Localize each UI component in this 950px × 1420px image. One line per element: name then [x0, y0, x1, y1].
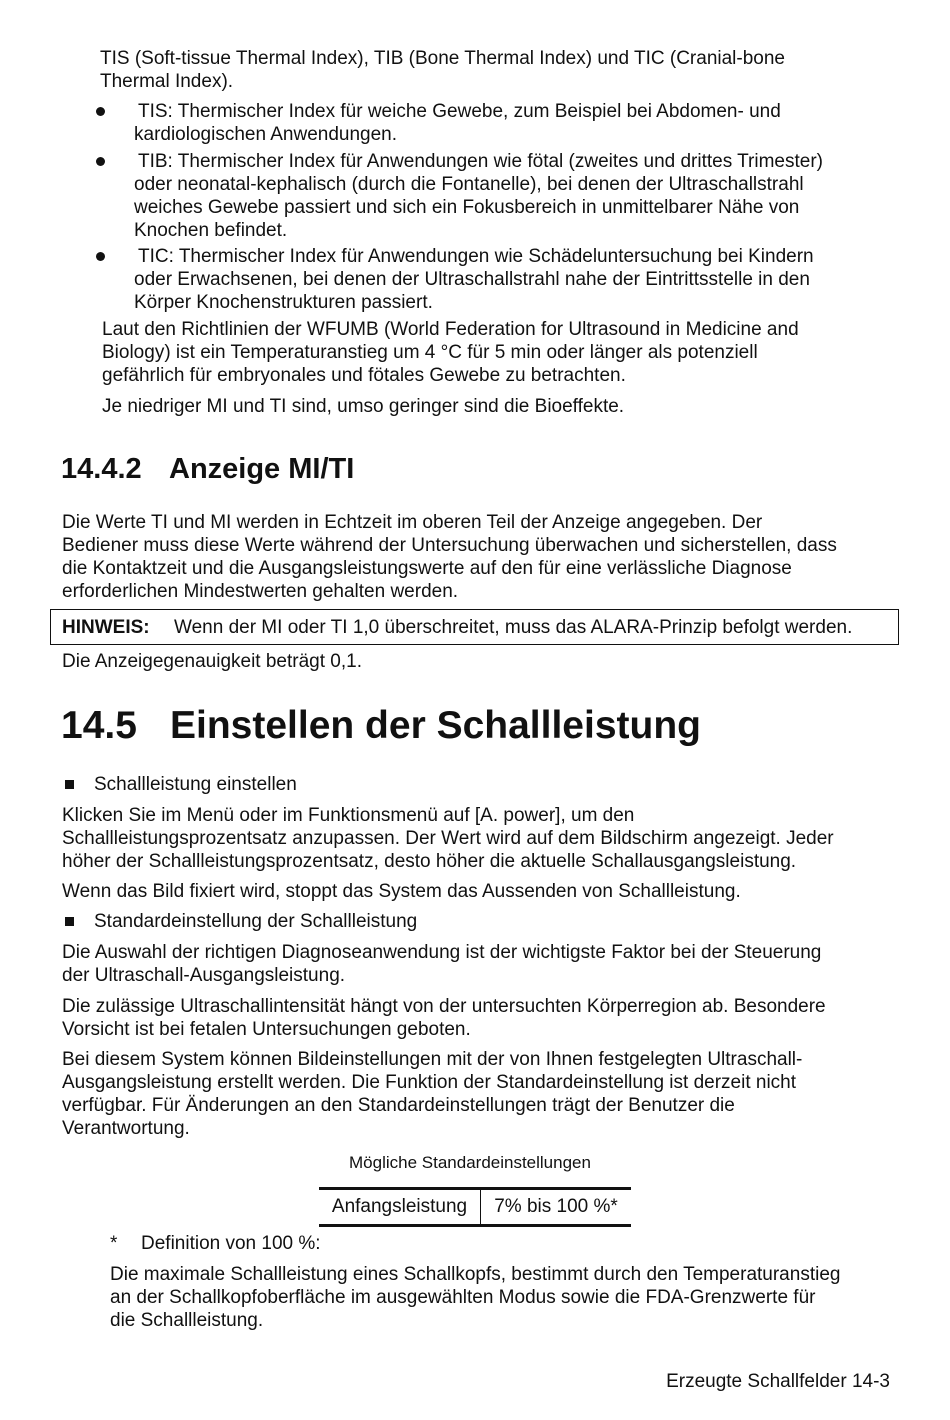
- table-cell-label: Anfangsleistung: [319, 1190, 481, 1224]
- text-line: gefährlich für embryonales und fötales Gewebe zu betrachten.: [102, 365, 626, 386]
- bioeffect-paragraph: Je niedriger MI und TI sind, umso geringer sind die Bioeffekte.: [102, 396, 625, 417]
- section-title: Einstellen der Schallleistung: [170, 704, 701, 747]
- text-line: die Kontaktzeit und die Ausgangsleistungswerte auf den für eine verlässliche Diagnose: [62, 558, 792, 579]
- bullet-item-tib: [134, 150, 823, 242]
- section-title: Anzeige MI/TI: [169, 453, 355, 485]
- text-line: TIS (Soft-tissue Thermal Index), TIB (Bone Thermal Index) und TIC (Cranial-bone: [100, 48, 785, 69]
- freeze-paragraph: Wenn das Bild fixiert wird, stoppt das System das Aussenden von Schallleistung.: [62, 881, 741, 902]
- section-heading-14-5: [61, 704, 701, 748]
- intro-paragraph: [100, 47, 785, 93]
- diagnosis-paragraph: [62, 941, 821, 987]
- text-line: höher der Schallleistungsprozentsatz, desto höher die aktuelle Schallausgangsleistung.: [62, 851, 797, 872]
- bullet-item-tic: [134, 245, 814, 314]
- text-line: TIC: Thermischer Index für Anwendungen wie Schädeluntersuchung bei Kindern: [138, 246, 814, 267]
- section-heading-14-4-2: [61, 452, 354, 486]
- text-line: Die Auswahl der richtigen Diagnoseanwendung ist der wichtigste Faktor bei der Steuerung: [62, 942, 822, 963]
- text-line: Vorsicht ist bei fetalen Untersuchungen geboten.: [62, 1019, 471, 1040]
- section-number: 14.4.2: [61, 453, 142, 485]
- bullet-dot-icon: [96, 107, 105, 116]
- wfumb-paragraph: [102, 318, 799, 387]
- text-line: TIB: Thermischer Index für Anwendungen wie fötal (zweites und drittes Trimester): [138, 151, 824, 172]
- subheading-standardeinstellung: Standardeinstellung der Schallleistung: [94, 911, 418, 932]
- power-adjust-paragraph: [62, 804, 834, 873]
- footnote-marker: *: [110, 1233, 118, 1254]
- text-line: Bei diesem System können Bildeinstellungen mit der von Ihnen festgelegten Ultraschall-: [62, 1049, 803, 1070]
- table-caption: Mögliche Standardeinstellungen: [349, 1153, 591, 1172]
- text-line: oder Erwachsenen, bei denen der Ultraschallstrahl nahe der Eintrittsstelle in den: [134, 269, 810, 290]
- mi-ti-display-paragraph: [62, 511, 837, 603]
- table-cell-value: 7% bis 100 %*: [494, 1196, 618, 1217]
- square-bullet-icon: [65, 917, 74, 926]
- text-line: Biology) ist ein Temperaturanstieg um 4 °C für 5 min oder länger als potenziell: [102, 342, 758, 363]
- bullet-dot-icon: [96, 252, 105, 261]
- text-line: Die Werte TI und MI werden in Echtzeit im oberen Teil der Anzeige angegeben. Der: [62, 512, 763, 533]
- text-line: verfügbar. Für Änderungen an den Standardeinstellungen trägt der Benutzer die: [62, 1095, 735, 1116]
- text-line: die Schallleistung.: [110, 1310, 264, 1331]
- text-line: der Ultraschall-Ausgangsleistung.: [62, 965, 346, 986]
- text-line: Die zulässige Ultraschallintensität hängt von der untersuchten Körperregion ab. Besondere: [62, 996, 826, 1017]
- note-text: Wenn der MI oder TI 1,0 überschreitet, muss das ALARA-Prinzip befolgt werden.: [174, 617, 853, 638]
- text-line: Bediener muss diese Werte während der Untersuchung überwachen und sicherstellen, dass: [62, 535, 837, 556]
- text-line: weiches Gewebe passiert und sich ein Fokusbereich in unmittelbarer Nähe von: [134, 197, 800, 218]
- text-line: Thermal Index).: [100, 71, 234, 92]
- subheading-schallleistung-einstellen: Schallleistung einstellen: [94, 774, 297, 795]
- bullet-dot-icon: [96, 157, 105, 166]
- note-box: [50, 609, 899, 645]
- accuracy-paragraph: Die Anzeigegenauigkeit beträgt 0,1.: [62, 651, 362, 672]
- text-line: Die maximale Schallleistung eines Schallkopfs, bestimmt durch den Temperaturanstieg: [110, 1264, 841, 1285]
- square-bullet-icon: [65, 780, 74, 789]
- intensity-paragraph: [62, 995, 826, 1041]
- text-line: an der Schallkopfoberfläche im ausgewählten Modus sowie die FDA-Grenzwerte für: [110, 1287, 816, 1308]
- section-number: 14.5: [61, 704, 137, 747]
- text-line: kardiologischen Anwendungen.: [134, 124, 398, 145]
- text-line: Laut den Richtlinien der WFUMB (World Federation for Ultrasound in Medicine and: [102, 319, 799, 340]
- footnote-paragraph: [110, 1263, 840, 1332]
- page-footer: Erzeugte Schallfelder 14-3: [666, 1371, 890, 1392]
- note-label: HINWEIS:: [62, 617, 150, 638]
- text-line: Schallleistungsprozentsatz anzupassen. Der Wert wird auf dem Bildschirm angezeigt. Jeder: [62, 828, 834, 849]
- text-line: Körper Knochenstrukturen passiert.: [134, 292, 433, 313]
- text-line: oder neonatal-kephalisch (durch die Fontanelle), bei denen der Ultraschallstrahl: [134, 174, 804, 195]
- text-line: erforderlichen Mindestwerten gehalten werden.: [62, 581, 459, 602]
- footnote-title: Definition von 100 %:: [141, 1233, 321, 1254]
- text-line: Klicken Sie im Menü oder im Funktionsmenü auf [A. power], um den: [62, 805, 635, 826]
- text-line: Ausgangsleistung erstellt werden. Die Funktion der Standardeinstellung ist derzeit nicht: [62, 1072, 797, 1093]
- settings-table: [319, 1187, 631, 1227]
- settings-paragraph: [62, 1048, 802, 1140]
- text-line: TIS: Thermischer Index für weiche Gewebe, zum Beispiel bei Abdomen- und: [138, 101, 781, 122]
- bullet-item-tis: [134, 100, 781, 146]
- text-line: Verantwortung.: [62, 1118, 190, 1139]
- text-line: Knochen befindet.: [134, 220, 288, 241]
